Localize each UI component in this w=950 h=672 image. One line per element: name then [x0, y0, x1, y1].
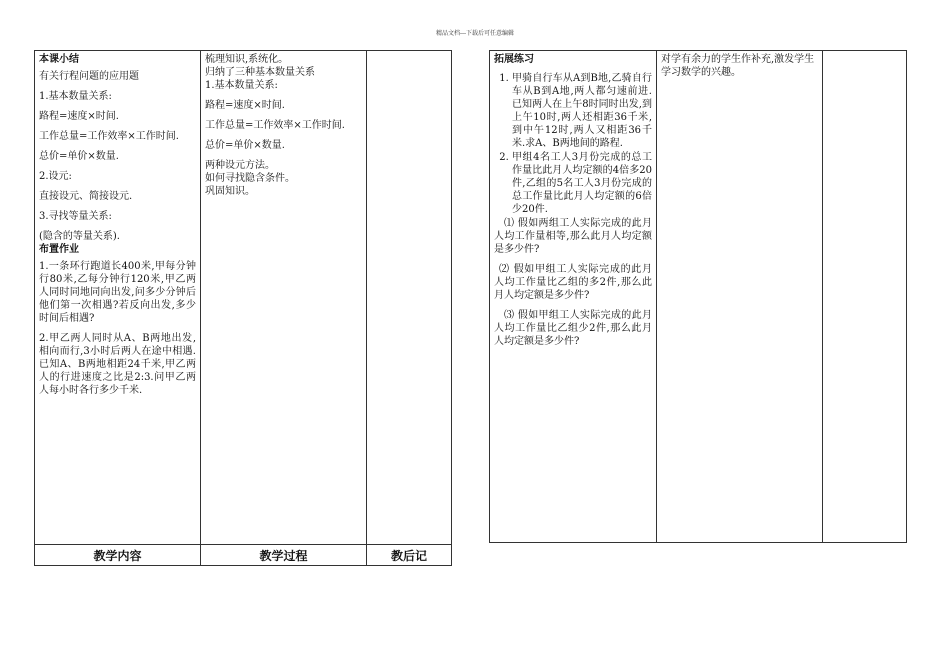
extension-title: 拓展练习 [494, 54, 534, 65]
process-line: 如何寻找隐含条件。 [205, 173, 295, 184]
extension-cell [490, 51, 657, 543]
extension-blank-cell [823, 51, 907, 543]
reflection-cell [367, 51, 452, 545]
homework-item: 2.甲乙两人同时从A、B两地出发,相向而行,3小时后两人在途中相遇.已知A、B两地相距24千米,甲乙两人的行进速度之比是2:3.问甲乙两人每小时各行多少千米. [39, 333, 196, 396]
left-lesson-table [34, 50, 452, 566]
summary-line: 路程=速度×时间. [39, 111, 119, 122]
lesson-process-cell [201, 51, 367, 545]
footer-reflection-label: 教后记 [367, 545, 452, 566]
summary-line: 3.寻找等量关系: [39, 211, 112, 222]
right-extension-table [489, 50, 907, 543]
footer-process-label: 教学过程 [201, 545, 367, 566]
summary-title: 本课小结 [39, 54, 79, 65]
process-line: 归纳了三种基本数量关系 [205, 67, 315, 78]
summary-line: 工作总量=工作效率×工作时间. [39, 131, 179, 142]
sub-question: ⑴ 假如两组工人实际完成的此月人均工作量相等,那么此月人均定额是多少件? [494, 218, 652, 255]
lesson-content-cell [35, 51, 201, 545]
extension-exercise: 2. 甲组4名工人3月份完成的总工作量比此月人均定额的4倍多20件,乙组的5名工人3月份完成的总工作量比此月人均定额的6倍少20件. [512, 151, 652, 216]
summary-line: (隐含的等量关系). [39, 231, 120, 242]
header-note: 精品文档---下载后可任意编辑 [435, 30, 515, 37]
process-line: 两种设元方法。 [205, 160, 275, 171]
extension-note: 对学有余力的学生作补充,激发学生学习数学的兴趣。 [661, 54, 815, 78]
process-line: 1.基本数量关系: [205, 80, 278, 91]
extension-note-cell [657, 51, 823, 543]
footer-content-label: 教学内容 [35, 545, 201, 566]
summary-line: 2.设元: [39, 171, 72, 182]
summary-line: 1.基本数量关系: [39, 91, 112, 102]
summary-line: 总价=单价×数量. [39, 151, 119, 162]
homework-title: 布置作业 [39, 244, 79, 255]
process-line: 巩固知识。 [205, 186, 255, 197]
summary-line: 有关行程问题的应用题 [39, 71, 139, 82]
homework-item: 1.一条环行跑道长400米,甲每分钟行80米,乙每分钟行120米,甲乙两人同时同地同向出发,问多少分钟后他们第一次相遇?若反向出发,多少时间后相遇? [39, 261, 196, 324]
formula-line: 工作总量=工作效率×工作时间. [205, 120, 345, 131]
formula-line: 路程=速度×时间. [205, 100, 285, 111]
formula-line: 总价=单价×数量. [205, 140, 285, 151]
summary-line: 直接设元、简接设元. [39, 191, 133, 202]
extension-exercise: 1. 甲骑自行车从A到B地,乙骑自行车从B到A地,两人都匀速前进.已知两人在上午8时同时出发,到上午10时,两人还相距36千米,到中午12时,两人又相距36千米.求A、B两地间的路程. [512, 72, 652, 150]
sub-question: ⑶ 假如甲组工人实际完成的此月人均工作量比乙组少2件,那么此月人均定额是多少件? [494, 310, 652, 347]
process-line: 梳理知识,系统化。 [205, 54, 289, 65]
sub-question: ⑵ 假如甲组工人实际完成的此月人均工作量比乙组的多2件,那么此月人均定额是多少件? [494, 264, 652, 301]
